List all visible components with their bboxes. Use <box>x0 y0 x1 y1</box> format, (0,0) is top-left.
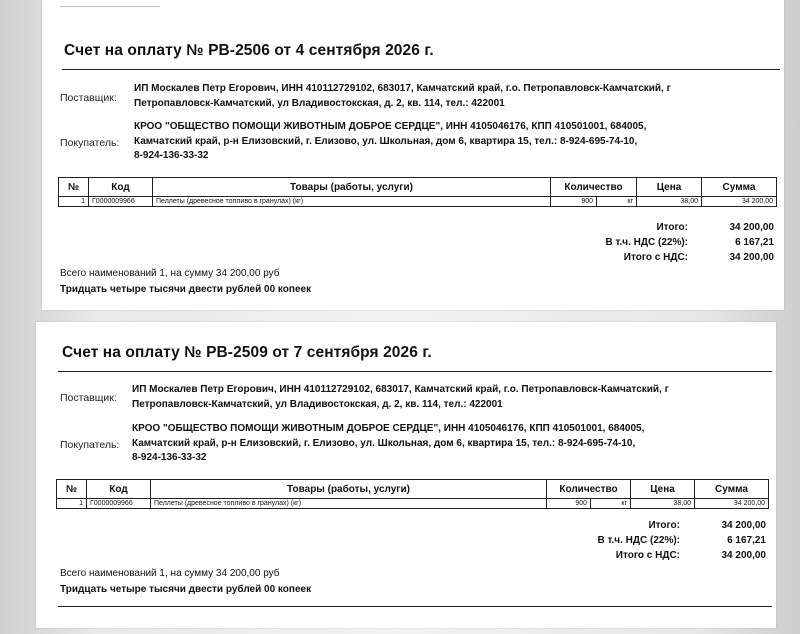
buyer-label: Покупатель: <box>60 137 120 149</box>
total-with-vat-label: Итого с НДС: <box>623 252 688 263</box>
buyer-line: 8-924-136-33-32 <box>132 452 207 463</box>
items-table <box>58 177 777 207</box>
col-quantity-header: Количество <box>547 480 631 499</box>
col-sum-header: Сумма <box>695 480 769 499</box>
table-row <box>57 499 769 509</box>
cell-number: 1 <box>57 499 87 509</box>
cell-quantity: 900 <box>551 197 597 207</box>
cell-unit: кг <box>591 499 631 509</box>
items-summary: Всего наименований 1, на сумму 34 200,00 руб <box>60 568 280 579</box>
vat-label: В т.ч. НДС (22%): <box>605 237 688 248</box>
cell-unit: кг <box>597 197 637 207</box>
cell-code: Г0000009966 <box>87 499 151 509</box>
invoice-page-1 <box>42 0 784 310</box>
title-divider <box>58 371 772 372</box>
table-header-row <box>59 178 777 197</box>
items-summary: Всего наименований 1, на сумму 34 200,00 руб <box>60 268 280 279</box>
col-quantity-header: Количество <box>551 178 637 197</box>
amount-in-words: Тридцать четыре тысячи двести рублей 00 копеек <box>60 284 312 295</box>
totals-block <box>522 222 774 270</box>
cell-goods: Пеллеты (древесное топливо в гранулах) (кг) <box>151 499 547 509</box>
supplier-line: Петропавловск-Камчатский, ул Владивостокская, д. 2, кв. 114, тел.: 422001 <box>134 97 505 109</box>
buyer-line: КРОО "ОБЩЕСТВО ПОМОЩИ ЖИВОТНЫМ ДОБРОЕ СЕРДЦЕ", ИНН 4105046176, КПП 410501001, 684005, <box>132 423 645 434</box>
vat-label: В т.ч. НДС (22%): <box>597 535 680 546</box>
page-top-edge <box>60 6 160 13</box>
cell-goods: Пеллеты (древесное топливо в гранулах) (кг) <box>153 197 551 207</box>
col-number-header: № <box>59 178 89 197</box>
cell-sum: 34 200,00 <box>695 499 769 509</box>
supplier-line: ИП Москалев Петр Егорович, ИНН 410112729102, 683017, Камчатский край, г.о. Петропавловск-Камчатский, г <box>134 83 671 94</box>
supplier-label: Поставщик: <box>60 92 117 104</box>
buyer-line: 8-924-136-33-32 <box>134 150 209 161</box>
vat-value: 6 167,21 <box>735 237 774 248</box>
total-label: Итого: <box>656 222 688 233</box>
buyer-details <box>134 120 646 164</box>
amount-in-words: Тридцать четыре тысячи двести рублей 00 копеек <box>60 584 312 595</box>
items-table <box>56 479 769 509</box>
buyer-line: КРОО "ОБЩЕСТВО ПОМОЩИ ЖИВОТНЫМ ДОБРОЕ СЕРДЦЕ", ИНН 4105046176, КПП 410501001, 684005, <box>134 121 647 132</box>
col-price-header: Цена <box>631 480 695 499</box>
table-header-row <box>57 480 769 499</box>
col-code-header: Код <box>87 480 151 499</box>
vat-value: 6 167,21 <box>727 535 766 546</box>
col-goods-header: Товары (работы, услуги) <box>151 480 547 499</box>
col-goods-header: Товары (работы, услуги) <box>153 178 551 197</box>
totals-block <box>514 520 766 568</box>
bottom-divider <box>58 606 772 607</box>
table-row <box>59 197 777 207</box>
buyer-line: Камчатский край, р-н Елизовский, г. Елизово, ул. Школьная, дом 6, квартира 15, тел.: 8-924-695-74-10, <box>132 437 636 449</box>
total-with-vat-label: Итого с НДС: <box>615 550 680 561</box>
cell-code: Г0000009966 <box>89 197 153 207</box>
invoice-title: Счет на оплату № РВ-2509 от 7 сентября 2026 г. <box>62 344 432 361</box>
col-code-header: Код <box>89 178 153 197</box>
total-label: Итого: <box>648 520 680 531</box>
cell-sum: 34 200,00 <box>702 197 777 207</box>
supplier-line: Петропавловск-Камчатский, ул Владивостокская, д. 2, кв. 114, тел.: 422001 <box>132 398 503 410</box>
buyer-details <box>132 422 644 466</box>
total-with-vat-value: 34 200,00 <box>729 252 774 263</box>
col-number-header: № <box>57 480 87 499</box>
total-value: 34 200,00 <box>721 520 766 531</box>
col-sum-header: Сумма <box>702 178 777 197</box>
supplier-details <box>132 383 669 412</box>
cell-price: 38,00 <box>631 499 695 509</box>
cell-quantity: 900 <box>547 499 591 509</box>
supplier-details <box>134 82 671 111</box>
buyer-label: Покупатель: <box>60 439 120 451</box>
supplier-line: ИП Москалев Петр Егорович, ИНН 410112729102, 683017, Камчатский край, г.о. Петропавловск-Камчатский, г <box>132 384 669 395</box>
title-divider <box>62 69 780 70</box>
total-with-vat-value: 34 200,00 <box>721 550 766 561</box>
total-value: 34 200,00 <box>729 222 774 233</box>
invoice-title: Счет на оплату № РВ-2506 от 4 сентября 2026 г. <box>64 42 434 59</box>
cell-number: 1 <box>59 197 89 207</box>
col-price-header: Цена <box>637 178 702 197</box>
invoice-page-2 <box>36 322 776 628</box>
cell-price: 38,00 <box>637 197 702 207</box>
buyer-line: Камчатский край, р-н Елизовский, г. Елизово, ул. Школьная, дом 6, квартира 15, тел.: 8-924-695-74-10, <box>134 135 638 147</box>
supplier-label: Поставщик: <box>60 392 117 404</box>
